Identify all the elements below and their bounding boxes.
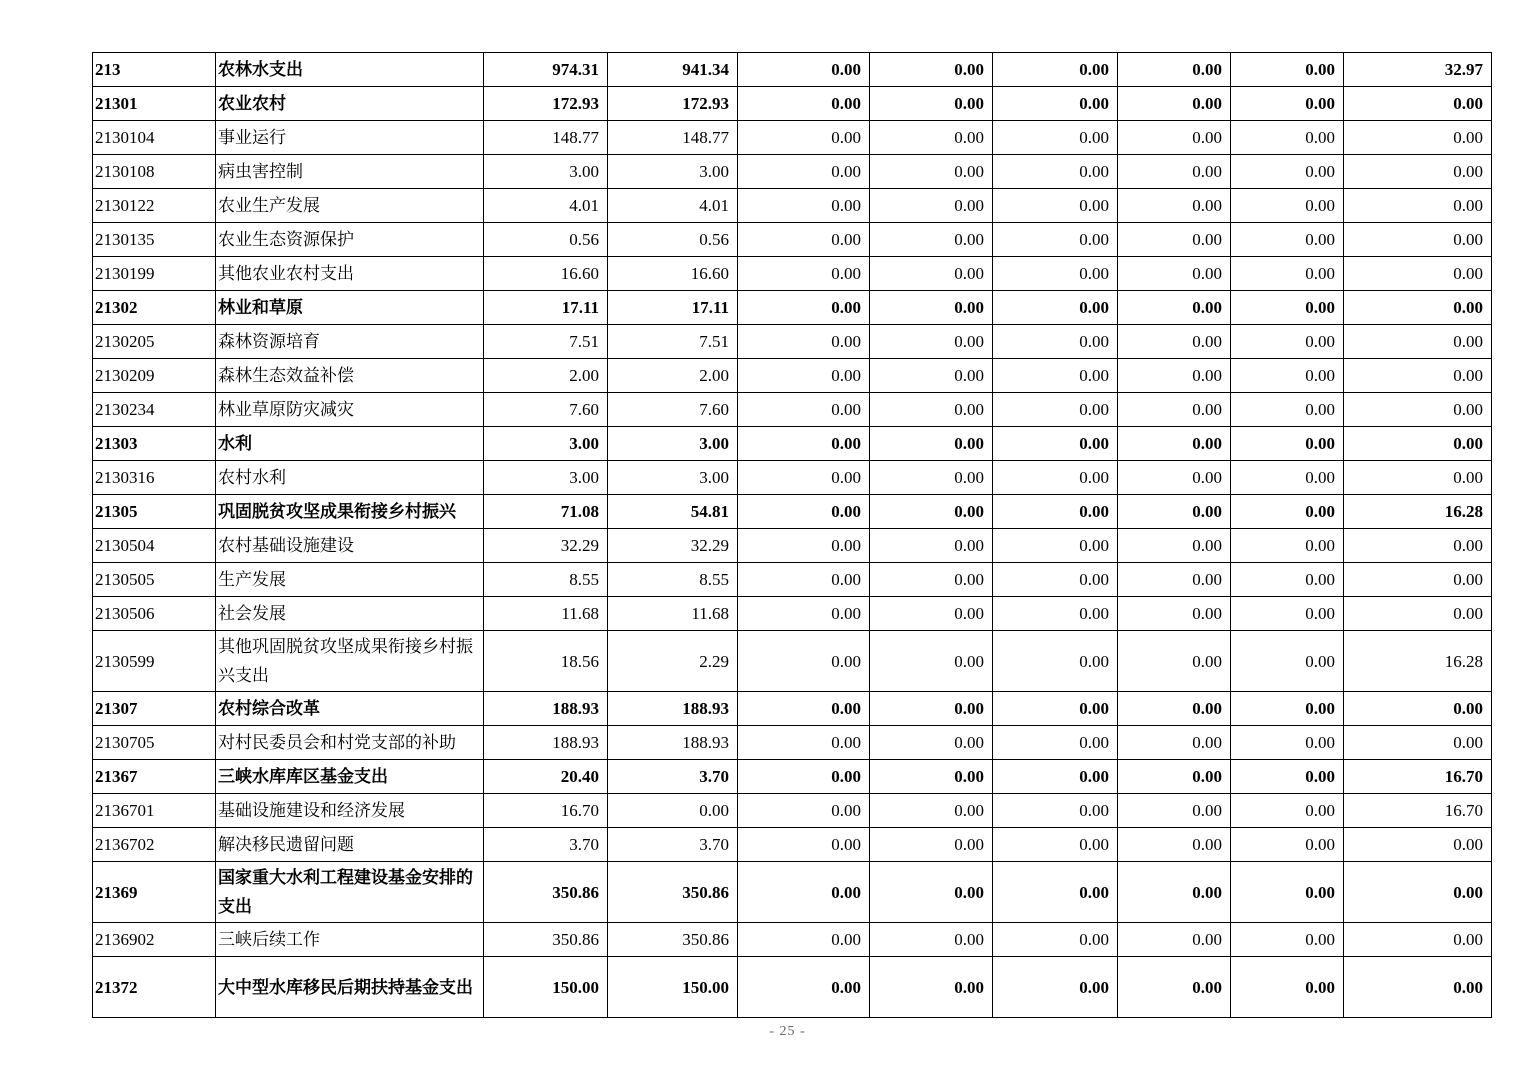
amount-cell: 0.00	[1118, 291, 1231, 325]
amount-cell: 0.00	[738, 325, 870, 359]
amount-cell: 0.00	[738, 726, 870, 760]
amount-cell: 0.00	[1118, 828, 1231, 862]
amount-cell: 0.00	[993, 957, 1118, 1018]
amount-cell: 0.00	[870, 862, 993, 923]
amount-cell: 0.00	[870, 794, 993, 828]
amount-cell: 0.00	[1231, 257, 1344, 291]
amount-cell: 0.00	[1344, 189, 1492, 223]
amount-cell: 0.00	[1344, 427, 1492, 461]
amount-cell: 11.68	[484, 597, 608, 631]
amount-cell: 3.70	[608, 828, 738, 862]
amount-cell: 0.00	[1118, 257, 1231, 291]
amount-cell: 16.28	[1344, 495, 1492, 529]
amount-cell: 3.70	[484, 828, 608, 862]
amount-cell: 0.00	[1231, 325, 1344, 359]
amount-cell: 0.00	[738, 291, 870, 325]
subject-code-cell: 2136702	[93, 828, 216, 862]
subject-name-cell: 农业生产发展	[216, 189, 484, 223]
amount-cell: 0.00	[738, 359, 870, 393]
amount-cell: 0.00	[1231, 862, 1344, 923]
amount-cell: 350.86	[484, 862, 608, 923]
amount-cell: 2.00	[484, 359, 608, 393]
amount-cell: 0.00	[1231, 563, 1344, 597]
amount-cell: 0.00	[1118, 563, 1231, 597]
amount-cell: 0.00	[738, 597, 870, 631]
amount-cell: 0.00	[738, 393, 870, 427]
amount-cell: 0.00	[993, 427, 1118, 461]
amount-cell: 0.00	[993, 563, 1118, 597]
amount-cell: 0.00	[1118, 794, 1231, 828]
amount-cell: 17.11	[608, 291, 738, 325]
subject-name-cell: 事业运行	[216, 121, 484, 155]
amount-cell: 8.55	[608, 563, 738, 597]
amount-cell: 0.00	[738, 121, 870, 155]
subject-code-cell: 2130104	[93, 121, 216, 155]
amount-cell: 0.00	[993, 529, 1118, 563]
amount-cell: 0.00	[1118, 461, 1231, 495]
amount-cell: 0.00	[738, 923, 870, 957]
amount-cell: 0.00	[993, 726, 1118, 760]
table-row	[93, 291, 1492, 325]
subject-name-cell: 病虫害控制	[216, 155, 484, 189]
amount-cell: 0.00	[993, 155, 1118, 189]
amount-cell: 7.51	[484, 325, 608, 359]
amount-cell: 0.00	[738, 794, 870, 828]
amount-cell: 0.00	[870, 597, 993, 631]
amount-cell: 0.00	[870, 923, 993, 957]
table-row	[93, 760, 1492, 794]
subject-code-cell: 2130705	[93, 726, 216, 760]
amount-cell: 0.00	[1344, 359, 1492, 393]
amount-cell: 0.00	[1344, 461, 1492, 495]
amount-cell: 974.31	[484, 53, 608, 87]
amount-cell: 0.00	[993, 359, 1118, 393]
subject-code-cell: 2130504	[93, 529, 216, 563]
amount-cell: 0.00	[738, 257, 870, 291]
subject-name-cell: 社会发展	[216, 597, 484, 631]
amount-cell: 32.29	[608, 529, 738, 563]
amount-cell: 3.00	[484, 461, 608, 495]
amount-cell: 0.00	[738, 155, 870, 189]
amount-cell: 0.00	[1344, 597, 1492, 631]
amount-cell: 0.00	[738, 53, 870, 87]
amount-cell: 0.00	[1118, 760, 1231, 794]
amount-cell: 0.56	[608, 223, 738, 257]
amount-cell: 71.08	[484, 495, 608, 529]
budget-table	[92, 52, 1492, 1018]
subject-code-cell: 21367	[93, 760, 216, 794]
amount-cell: 0.00	[1344, 828, 1492, 862]
amount-cell: 0.00	[1118, 631, 1231, 692]
subject-code-cell: 2130199	[93, 257, 216, 291]
amount-cell: 0.00	[1344, 726, 1492, 760]
amount-cell: 0.00	[738, 495, 870, 529]
amount-cell: 0.00	[1118, 923, 1231, 957]
amount-cell: 0.00	[870, 359, 993, 393]
amount-cell: 0.00	[1344, 291, 1492, 325]
amount-cell: 0.00	[870, 427, 993, 461]
amount-cell: 0.00	[993, 291, 1118, 325]
amount-cell: 0.00	[1231, 760, 1344, 794]
amount-cell: 0.00	[738, 427, 870, 461]
amount-cell: 3.00	[484, 155, 608, 189]
table-row	[93, 87, 1492, 121]
amount-cell: 0.00	[1118, 189, 1231, 223]
table-row	[93, 223, 1492, 257]
subject-code-cell: 2130135	[93, 223, 216, 257]
amount-cell: 16.28	[1344, 631, 1492, 692]
amount-cell: 0.00	[870, 692, 993, 726]
subject-code-cell: 21305	[93, 495, 216, 529]
table-row	[93, 794, 1492, 828]
table-row	[93, 923, 1492, 957]
amount-cell: 0.00	[993, 923, 1118, 957]
amount-cell: 0.00	[870, 957, 993, 1018]
subject-name-cell: 林业和草原	[216, 291, 484, 325]
amount-cell: 0.00	[1118, 87, 1231, 121]
amount-cell: 0.00	[1231, 923, 1344, 957]
amount-cell: 172.93	[608, 87, 738, 121]
amount-cell: 0.00	[870, 121, 993, 155]
amount-cell: 20.40	[484, 760, 608, 794]
subject-name-cell: 三峡后续工作	[216, 923, 484, 957]
amount-cell: 0.00	[1231, 957, 1344, 1018]
table-row	[93, 563, 1492, 597]
subject-code-cell: 21303	[93, 427, 216, 461]
amount-cell: 0.00	[993, 692, 1118, 726]
table-row	[93, 257, 1492, 291]
amount-cell: 0.00	[870, 631, 993, 692]
amount-cell: 0.00	[1231, 87, 1344, 121]
amount-cell: 0.00	[1118, 393, 1231, 427]
amount-cell: 0.00	[993, 828, 1118, 862]
subject-name-cell: 其他巩固脱贫攻坚成果衔接乡村振兴支出	[216, 631, 484, 692]
amount-cell: 0.00	[738, 461, 870, 495]
subject-code-cell: 21369	[93, 862, 216, 923]
amount-cell: 0.00	[1231, 461, 1344, 495]
amount-cell: 0.00	[870, 393, 993, 427]
amount-cell: 0.00	[1231, 155, 1344, 189]
amount-cell: 0.00	[1118, 223, 1231, 257]
subject-code-cell: 2130108	[93, 155, 216, 189]
amount-cell: 0.00	[993, 53, 1118, 87]
subject-name-cell: 农林水支出	[216, 53, 484, 87]
amount-cell: 0.00	[1344, 325, 1492, 359]
amount-cell: 0.00	[1231, 53, 1344, 87]
amount-cell: 0.00	[870, 257, 993, 291]
amount-cell: 0.00	[993, 393, 1118, 427]
amount-cell: 0.00	[1231, 291, 1344, 325]
table-row	[93, 828, 1492, 862]
table-row	[93, 597, 1492, 631]
amount-cell: 11.68	[608, 597, 738, 631]
amount-cell: 172.93	[484, 87, 608, 121]
table-row	[93, 359, 1492, 393]
amount-cell: 0.00	[993, 597, 1118, 631]
subject-name-cell: 农村水利	[216, 461, 484, 495]
amount-cell: 16.60	[484, 257, 608, 291]
amount-cell: 0.00	[870, 495, 993, 529]
amount-cell: 16.70	[484, 794, 608, 828]
subject-name-cell: 农村综合改革	[216, 692, 484, 726]
amount-cell: 0.00	[738, 631, 870, 692]
amount-cell: 0.00	[1118, 726, 1231, 760]
amount-cell: 16.60	[608, 257, 738, 291]
amount-cell: 0.00	[738, 529, 870, 563]
amount-cell: 0.00	[1344, 393, 1492, 427]
amount-cell: 0.00	[870, 563, 993, 597]
subject-name-cell: 农业生态资源保护	[216, 223, 484, 257]
amount-cell: 0.00	[738, 223, 870, 257]
amount-cell: 0.00	[738, 692, 870, 726]
subject-name-cell: 其他农业农村支出	[216, 257, 484, 291]
amount-cell: 941.34	[608, 53, 738, 87]
subject-code-cell: 2136701	[93, 794, 216, 828]
table-row	[93, 692, 1492, 726]
amount-cell: 0.00	[1231, 828, 1344, 862]
amount-cell: 0.00	[1118, 597, 1231, 631]
amount-cell: 0.00	[993, 461, 1118, 495]
amount-cell: 0.00	[870, 53, 993, 87]
amount-cell: 148.77	[608, 121, 738, 155]
amount-cell: 3.00	[608, 461, 738, 495]
amount-cell: 350.86	[608, 862, 738, 923]
amount-cell: 0.00	[1344, 257, 1492, 291]
table-row	[93, 393, 1492, 427]
subject-name-cell: 解决移民遗留问题	[216, 828, 484, 862]
amount-cell: 188.93	[484, 692, 608, 726]
amount-cell: 0.00	[1231, 726, 1344, 760]
amount-cell: 7.60	[484, 393, 608, 427]
amount-cell: 0.00	[993, 87, 1118, 121]
amount-cell: 0.00	[1118, 427, 1231, 461]
amount-cell: 0.00	[1118, 529, 1231, 563]
amount-cell: 0.00	[1231, 359, 1344, 393]
amount-cell: 0.00	[870, 87, 993, 121]
amount-cell: 0.00	[738, 828, 870, 862]
subject-name-cell: 农业农村	[216, 87, 484, 121]
table-row	[93, 325, 1492, 359]
amount-cell: 0.00	[1344, 223, 1492, 257]
amount-cell: 350.86	[484, 923, 608, 957]
amount-cell: 0.00	[1231, 692, 1344, 726]
amount-cell: 7.60	[608, 393, 738, 427]
subject-name-cell: 基础设施建设和经济发展	[216, 794, 484, 828]
amount-cell: 0.00	[993, 495, 1118, 529]
amount-cell: 0.00	[1231, 631, 1344, 692]
amount-cell: 150.00	[484, 957, 608, 1018]
amount-cell: 0.00	[1231, 495, 1344, 529]
amount-cell: 0.00	[738, 189, 870, 223]
amount-cell: 0.00	[1118, 121, 1231, 155]
amount-cell: 3.00	[608, 155, 738, 189]
subject-name-cell: 对村民委员会和村党支部的补助	[216, 726, 484, 760]
amount-cell: 0.00	[738, 862, 870, 923]
amount-cell: 0.00	[993, 223, 1118, 257]
table-row	[93, 957, 1492, 1018]
table-row	[93, 862, 1492, 923]
amount-cell: 0.00	[1118, 155, 1231, 189]
amount-cell: 0.00	[870, 828, 993, 862]
subject-code-cell: 21307	[93, 692, 216, 726]
amount-cell: 0.00	[870, 529, 993, 563]
amount-cell: 0.00	[870, 189, 993, 223]
amount-cell: 17.11	[484, 291, 608, 325]
amount-cell: 0.00	[1231, 529, 1344, 563]
amount-cell: 188.93	[608, 692, 738, 726]
amount-cell: 0.56	[484, 223, 608, 257]
subject-code-cell: 21301	[93, 87, 216, 121]
subject-code-cell: 21372	[93, 957, 216, 1018]
subject-name-cell: 三峡水库库区基金支出	[216, 760, 484, 794]
amount-cell: 0.00	[1118, 53, 1231, 87]
subject-name-cell: 林业草原防灾减灾	[216, 393, 484, 427]
amount-cell: 0.00	[1231, 189, 1344, 223]
amount-cell: 3.00	[484, 427, 608, 461]
table-row	[93, 529, 1492, 563]
amount-cell: 0.00	[1231, 794, 1344, 828]
amount-cell: 0.00	[993, 189, 1118, 223]
amount-cell: 0.00	[1344, 563, 1492, 597]
amount-cell: 0.00	[608, 794, 738, 828]
amount-cell: 0.00	[870, 223, 993, 257]
amount-cell: 8.55	[484, 563, 608, 597]
subject-name-cell: 生产发展	[216, 563, 484, 597]
table-body	[93, 53, 1492, 1018]
amount-cell: 0.00	[870, 726, 993, 760]
amount-cell: 0.00	[870, 760, 993, 794]
amount-cell: 0.00	[870, 325, 993, 359]
amount-cell: 2.29	[608, 631, 738, 692]
amount-cell: 0.00	[738, 87, 870, 121]
table-row	[93, 155, 1492, 189]
subject-name-cell: 国家重大水利工程建设基金安排的支出	[216, 862, 484, 923]
amount-cell: 0.00	[993, 257, 1118, 291]
table-row	[93, 631, 1492, 692]
amount-cell: 0.00	[1344, 155, 1492, 189]
subject-name-cell: 大中型水库移民后期扶持基金支出	[216, 957, 484, 1018]
amount-cell: 0.00	[1344, 121, 1492, 155]
subject-name-cell: 森林资源培育	[216, 325, 484, 359]
amount-cell: 3.70	[608, 760, 738, 794]
amount-cell: 0.00	[993, 325, 1118, 359]
amount-cell: 3.00	[608, 427, 738, 461]
page-number: - 25 -	[769, 1024, 806, 1039]
table-row	[93, 427, 1492, 461]
subject-code-cell: 2136902	[93, 923, 216, 957]
amount-cell: 0.00	[738, 957, 870, 1018]
amount-cell: 0.00	[993, 862, 1118, 923]
amount-cell: 18.56	[484, 631, 608, 692]
amount-cell: 4.01	[484, 189, 608, 223]
amount-cell: 7.51	[608, 325, 738, 359]
amount-cell: 0.00	[1344, 87, 1492, 121]
subject-name-cell: 水利	[216, 427, 484, 461]
amount-cell: 0.00	[1344, 529, 1492, 563]
subject-code-cell: 2130505	[93, 563, 216, 597]
amount-cell: 16.70	[1344, 794, 1492, 828]
table-row	[93, 121, 1492, 155]
amount-cell: 4.01	[608, 189, 738, 223]
subject-code-cell: 2130506	[93, 597, 216, 631]
amount-cell: 0.00	[1344, 957, 1492, 1018]
amount-cell: 0.00	[1231, 121, 1344, 155]
subject-code-cell: 2130234	[93, 393, 216, 427]
amount-cell: 54.81	[608, 495, 738, 529]
table-row	[93, 189, 1492, 223]
amount-cell: 0.00	[1344, 692, 1492, 726]
amount-cell: 32.29	[484, 529, 608, 563]
amount-cell: 0.00	[870, 155, 993, 189]
table-row	[93, 461, 1492, 495]
amount-cell: 0.00	[1344, 862, 1492, 923]
amount-cell: 0.00	[1231, 427, 1344, 461]
amount-cell: 0.00	[993, 760, 1118, 794]
amount-cell: 0.00	[1118, 862, 1231, 923]
amount-cell: 0.00	[1118, 359, 1231, 393]
subject-name-cell: 农村基础设施建设	[216, 529, 484, 563]
subject-name-cell: 巩固脱贫攻坚成果衔接乡村振兴	[216, 495, 484, 529]
amount-cell: 0.00	[1231, 393, 1344, 427]
amount-cell: 0.00	[1344, 923, 1492, 957]
amount-cell: 16.70	[1344, 760, 1492, 794]
subject-code-cell: 2130122	[93, 189, 216, 223]
subject-code-cell: 2130209	[93, 359, 216, 393]
amount-cell: 0.00	[1118, 957, 1231, 1018]
amount-cell: 188.93	[484, 726, 608, 760]
amount-cell: 0.00	[1118, 325, 1231, 359]
subject-code-cell: 2130599	[93, 631, 216, 692]
subject-code-cell: 2130316	[93, 461, 216, 495]
subject-name-cell: 森林生态效益补偿	[216, 359, 484, 393]
amount-cell: 0.00	[993, 631, 1118, 692]
table-row	[93, 726, 1492, 760]
subject-code-cell: 21302	[93, 291, 216, 325]
amount-cell: 150.00	[608, 957, 738, 1018]
amount-cell: 0.00	[1231, 597, 1344, 631]
amount-cell: 0.00	[993, 794, 1118, 828]
amount-cell: 32.97	[1344, 53, 1492, 87]
table-row	[93, 53, 1492, 87]
amount-cell: 350.86	[608, 923, 738, 957]
amount-cell: 2.00	[608, 359, 738, 393]
amount-cell: 148.77	[484, 121, 608, 155]
subject-code-cell: 213	[93, 53, 216, 87]
subject-code-cell: 2130205	[93, 325, 216, 359]
amount-cell: 0.00	[738, 760, 870, 794]
amount-cell: 0.00	[1231, 223, 1344, 257]
amount-cell: 0.00	[870, 291, 993, 325]
amount-cell: 0.00	[1118, 692, 1231, 726]
amount-cell: 0.00	[870, 461, 993, 495]
amount-cell: 0.00	[738, 563, 870, 597]
amount-cell: 188.93	[608, 726, 738, 760]
amount-cell: 0.00	[993, 121, 1118, 155]
table-row	[93, 495, 1492, 529]
amount-cell: 0.00	[1118, 495, 1231, 529]
